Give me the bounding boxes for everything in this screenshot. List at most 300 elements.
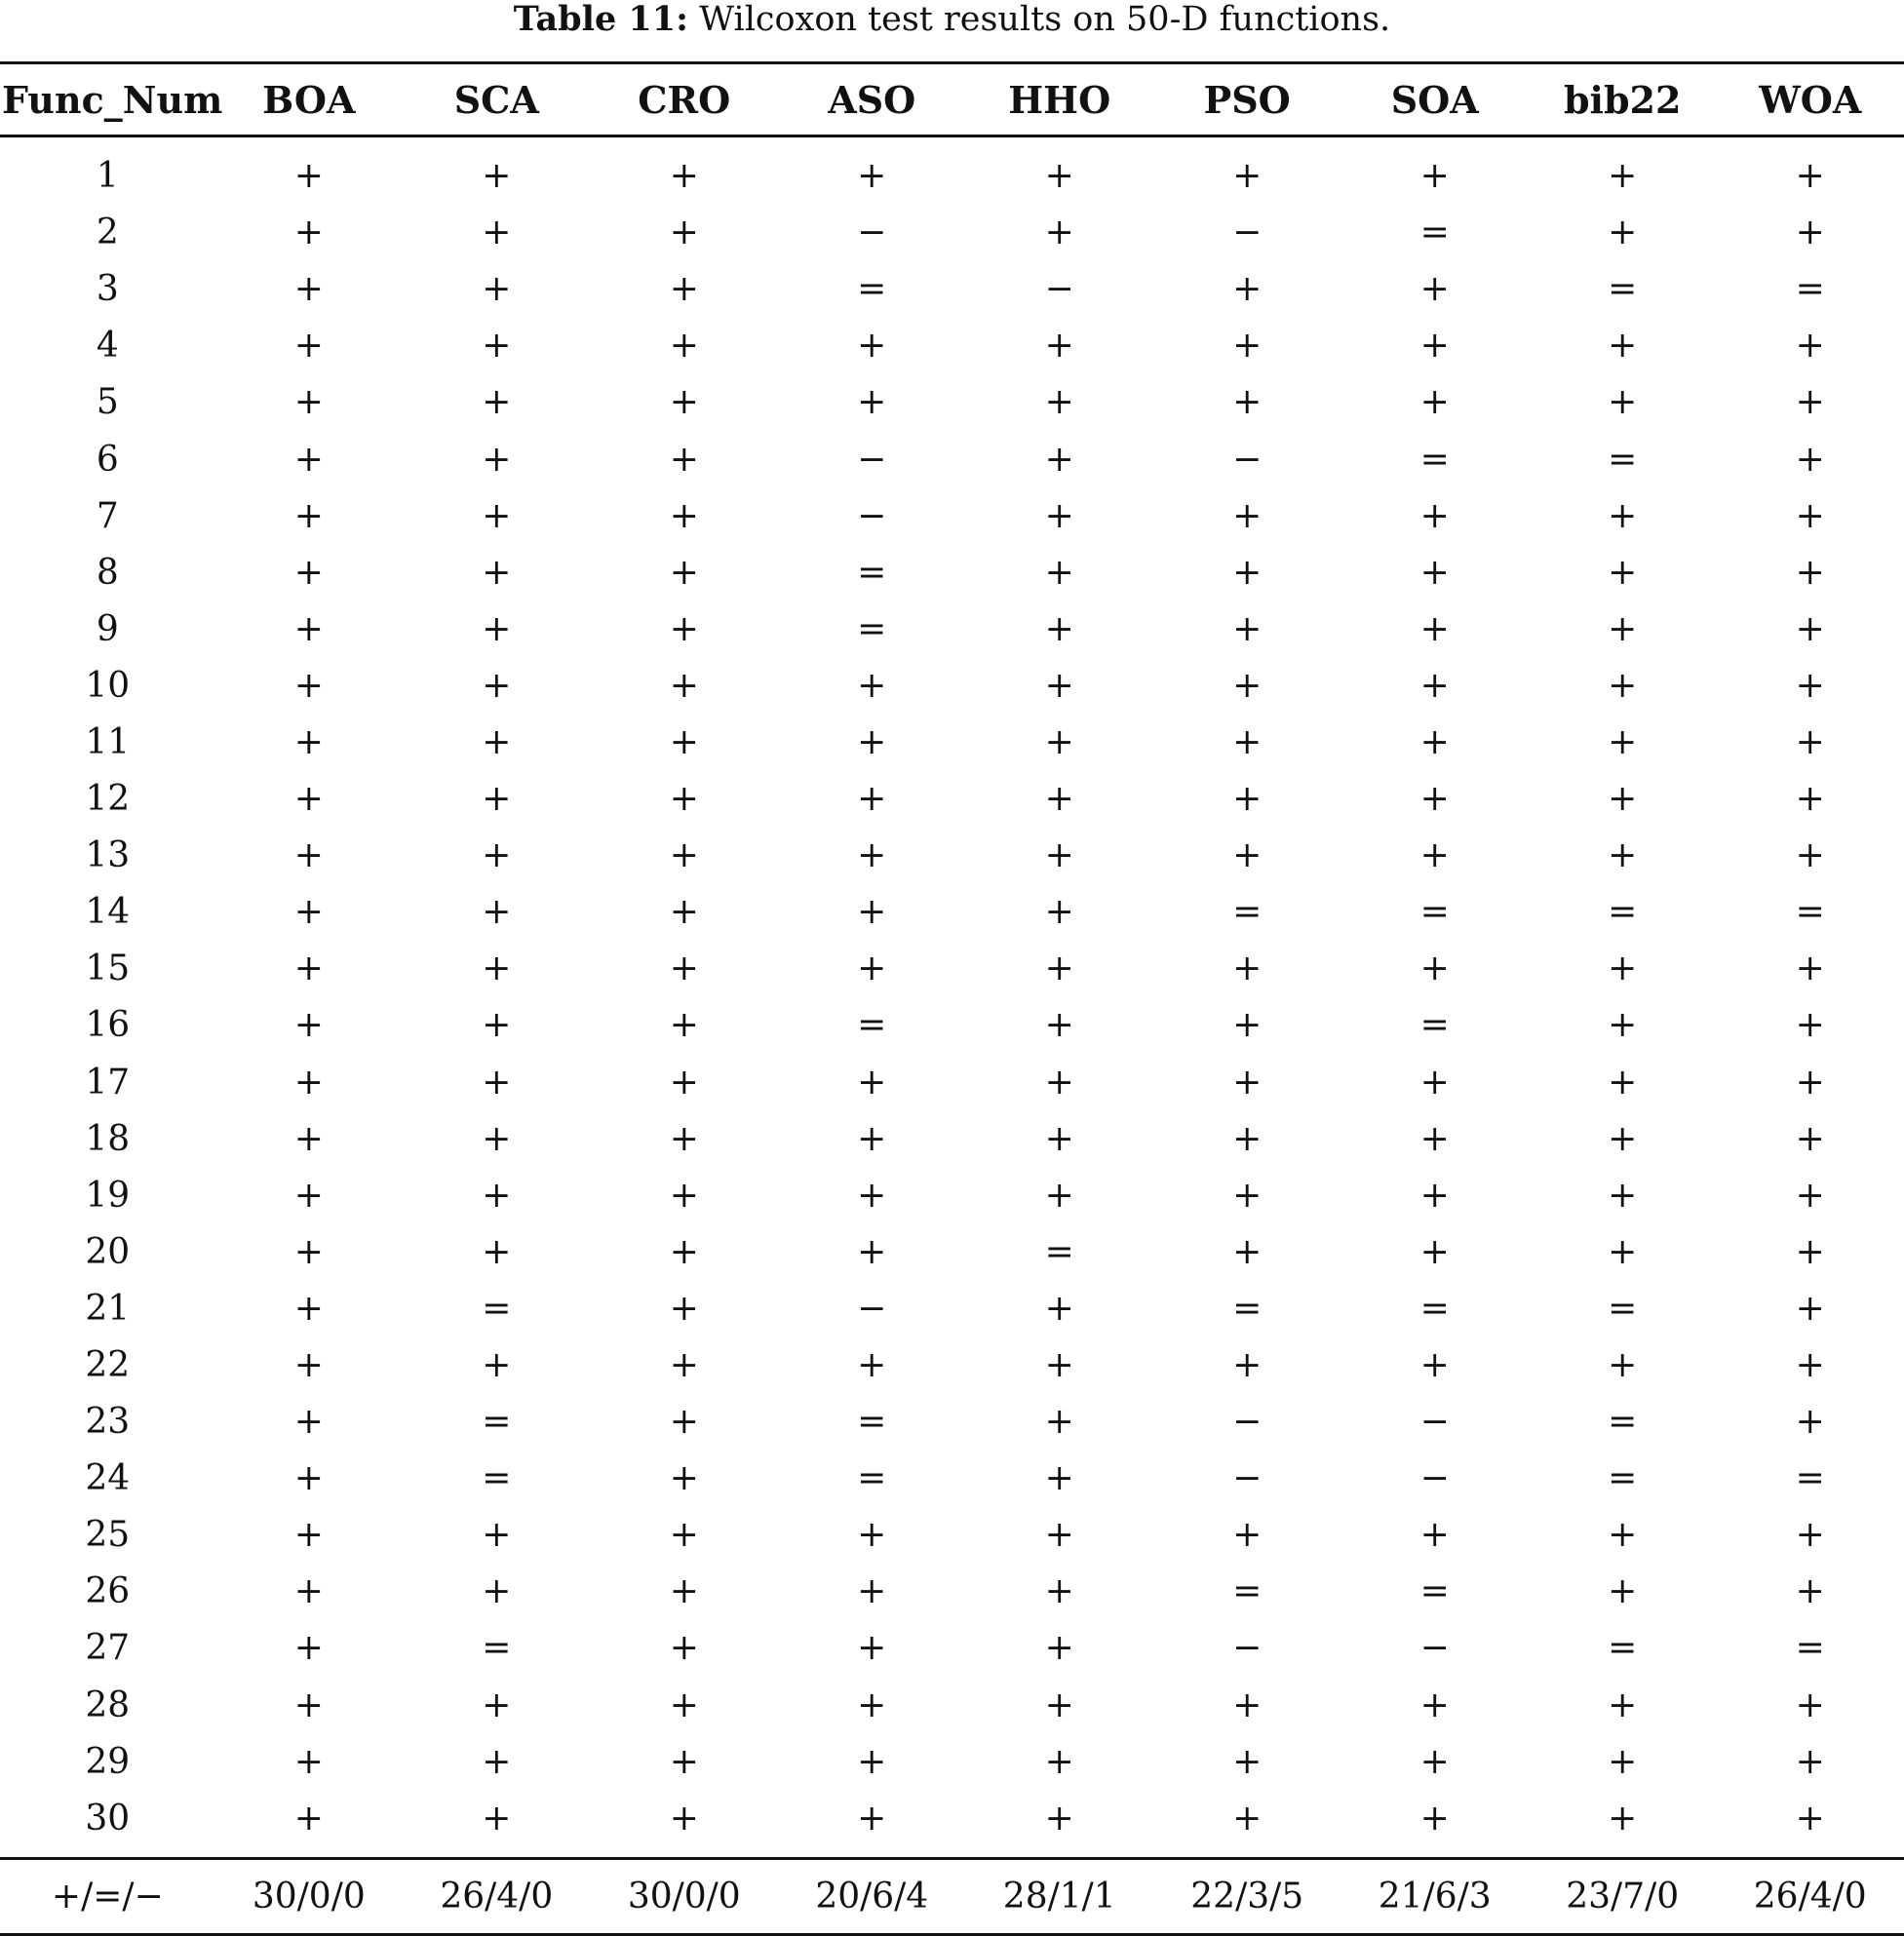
test-result-cell: + [482,326,512,367]
test-result-cell: + [857,1515,887,1556]
test-result-cell: + [1608,552,1638,593]
test-result-cell: + [1795,552,1825,593]
test-result-cell: + [1419,495,1450,536]
table-row [0,1507,1904,1564]
test-result-cell: + [1795,1402,1825,1443]
test-result-cell: − [1232,1628,1263,1669]
test-result-cell: + [1419,1515,1450,1556]
test-result-cell: + [482,949,512,989]
function-number-cell: 3 [96,269,119,310]
test-result-cell: + [1419,721,1450,762]
summary-cell: 20/6/4 [778,1858,965,1934]
test-result-cell: + [1232,1741,1263,1782]
test-result-cell: + [1795,1571,1825,1612]
test-result-cell: − [857,495,887,536]
test-result-cell: − [857,439,887,480]
test-result-cell: + [1795,1684,1825,1725]
test-result-cell: + [857,1628,887,1669]
test-result-cell: + [293,721,324,762]
test-result-cell: = [1608,1402,1638,1443]
test-result-cell: + [1044,721,1074,762]
test-result-cell: + [1419,1798,1450,1839]
column-header: PSO [1153,63,1341,136]
test-result-cell: + [293,665,324,706]
test-result-cell: + [1608,1741,1638,1782]
test-result-cell: + [293,1005,324,1046]
test-result-cell: − [1232,1402,1263,1443]
test-result-cell: + [669,326,699,367]
function-number-cell: 9 [96,608,119,649]
test-result-cell: + [293,1062,324,1103]
test-result-cell: = [1795,1458,1825,1499]
function-number-cell: 18 [85,1118,131,1159]
test-result-cell: + [1044,439,1074,480]
test-result-cell: + [1044,1118,1074,1159]
test-result-cell: + [1419,156,1450,197]
function-number-cell: 5 [96,382,119,423]
test-result-cell: − [857,213,887,253]
table-row [0,205,1904,261]
test-result-cell: + [857,835,887,876]
table-row [0,1167,1904,1223]
test-result-cell: + [1419,1062,1450,1103]
function-number-cell: 2 [96,213,119,253]
test-result-cell: + [669,1402,699,1443]
column-header: WOA [1716,63,1904,136]
test-result-cell: + [669,949,699,989]
function-number-cell: 22 [85,1345,131,1386]
function-number-cell: 25 [85,1515,131,1556]
test-result-cell: + [482,156,512,197]
test-result-cell: − [857,1288,887,1329]
test-result-cell: + [1608,779,1638,820]
test-result-cell: + [1044,892,1074,933]
test-result-cell: + [1044,382,1074,423]
test-result-cell: + [293,269,324,310]
table-row [0,431,1904,487]
test-result-cell: + [669,608,699,649]
test-result-cell: + [482,608,512,649]
test-result-cell: + [1044,1175,1074,1216]
test-result-cell: − [1232,213,1263,253]
test-result-cell: + [669,1231,699,1272]
test-result-cell: + [669,1798,699,1839]
test-result-cell: + [1608,495,1638,536]
test-result-cell: + [293,439,324,480]
function-number-cell: 21 [85,1288,131,1329]
test-result-cell: + [1795,835,1825,876]
table-row [0,1223,1904,1280]
column-header: BOA [215,63,403,136]
test-result-cell: + [1608,1571,1638,1612]
test-result-cell: + [482,552,512,593]
table-caption-label: Table 11: [513,0,689,39]
test-result-cell: + [1608,326,1638,367]
test-result-cell: + [1795,382,1825,423]
test-result-cell: + [1419,1345,1450,1386]
table-row [0,1564,1904,1620]
test-result-cell: + [1608,665,1638,706]
test-result-cell: + [293,608,324,649]
test-result-cell: + [1044,1628,1074,1669]
test-result-cell: + [669,779,699,820]
test-result-cell: + [1608,1118,1638,1159]
row-spacer [0,1846,1904,1858]
test-result-cell: + [857,1684,887,1725]
function-number-cell: 19 [85,1175,131,1216]
test-result-cell: + [293,1288,324,1329]
test-result-cell: + [1044,495,1074,536]
test-result-cell: + [1795,608,1825,649]
test-result-cell: + [482,1231,512,1272]
test-result-cell: + [1608,1175,1638,1216]
summary-cell: 23/7/0 [1529,1858,1716,1934]
test-result-cell: + [482,1798,512,1839]
test-result-cell: − [1232,1458,1263,1499]
test-result-cell: + [1232,269,1263,310]
test-result-cell: + [1044,1402,1074,1443]
table-row [0,997,1904,1054]
test-result-cell: + [1795,779,1825,820]
column-header: bib22 [1529,63,1716,136]
test-result-cell: + [1232,156,1263,197]
test-result-cell: = [482,1402,512,1443]
test-result-cell: − [1419,1402,1450,1443]
test-result-cell: + [1795,495,1825,536]
test-result-cell: + [293,1628,324,1669]
test-result-cell: = [1419,892,1450,933]
test-result-cell: + [1044,665,1074,706]
function-number-cell: 4 [96,326,119,367]
test-result-cell: + [857,1798,887,1839]
test-result-cell: = [1232,1571,1263,1612]
function-number-cell: 20 [85,1231,131,1272]
test-result-cell: = [1419,1571,1450,1612]
test-result-cell: + [482,835,512,876]
test-result-cell: + [669,1741,699,1782]
test-result-cell: + [293,1571,324,1612]
test-result-cell: + [1044,1288,1074,1329]
test-result-cell: + [669,1345,699,1386]
test-result-cell: + [482,1515,512,1556]
test-result-cell: + [1232,1005,1263,1046]
test-result-cell: + [482,1684,512,1725]
test-result-cell: + [482,1571,512,1612]
test-result-cell: + [1232,835,1263,876]
test-result-cell: + [1795,1798,1825,1839]
test-result-cell: + [482,892,512,933]
test-result-cell: + [1419,552,1450,593]
function-number-cell: 15 [85,949,131,989]
table-row [0,1394,1904,1451]
test-result-cell: + [1608,213,1638,253]
test-result-cell: + [1044,1571,1074,1612]
test-result-cell: + [1795,1005,1825,1046]
test-result-cell: + [1608,949,1638,989]
table-caption-text: Wilcoxon test results on 50-D functions. [699,0,1391,39]
test-result-cell: + [1795,949,1825,989]
test-result-cell: + [482,213,512,253]
test-result-cell: + [1608,721,1638,762]
test-result-cell: + [293,1231,324,1272]
test-result-cell: + [482,269,512,310]
test-result-cell: + [1044,949,1074,989]
test-result-cell: = [1232,892,1263,933]
test-result-cell: + [857,1231,887,1272]
test-result-cell: + [857,326,887,367]
test-result-cell: + [482,665,512,706]
test-result-cell: = [1608,1458,1638,1499]
test-result-cell: + [1419,1231,1450,1272]
table-row [0,1677,1904,1733]
test-result-cell: + [293,552,324,593]
test-result-cell: + [1044,326,1074,367]
test-result-cell: + [857,949,887,989]
test-result-cell: + [1795,1288,1825,1329]
function-number-cell: 29 [85,1741,131,1782]
test-result-cell: + [669,892,699,933]
test-result-cell: + [1608,1062,1638,1103]
test-result-cell: + [1608,382,1638,423]
summary-cell: 30/0/0 [591,1858,778,1934]
test-result-cell: + [1795,1231,1825,1272]
table-row [0,600,1904,657]
test-result-cell: + [482,779,512,820]
test-result-cell: + [1419,269,1450,310]
test-result-cell: + [1232,1062,1263,1103]
test-result-cell: + [669,1571,699,1612]
test-result-cell: + [1044,1062,1074,1103]
test-result-cell: + [1232,949,1263,989]
test-result-cell: + [669,835,699,876]
test-result-cell: + [1044,1741,1074,1782]
test-result-cell: + [293,326,324,367]
test-result-cell: + [857,1062,887,1103]
test-result-cell: + [1608,1005,1638,1046]
test-result-cell: + [669,1288,699,1329]
wilcoxon-results-table [0,61,1904,1936]
table-row [0,374,1904,431]
column-header: SCA [403,63,590,136]
test-result-cell: = [1608,439,1638,480]
test-result-cell: + [293,779,324,820]
test-result-cell: + [482,1118,512,1159]
table-header [0,63,1904,136]
test-result-cell: + [293,1345,324,1386]
test-result-cell: + [1608,1231,1638,1272]
test-result-cell: + [1044,608,1074,649]
test-result-cell: + [1232,608,1263,649]
table-row [0,148,1904,205]
test-result-cell: + [482,1345,512,1386]
table-row [0,544,1904,600]
test-result-cell: + [669,552,699,593]
table-row [0,1790,1904,1846]
column-header: ASO [778,63,965,136]
test-result-cell: + [1795,1175,1825,1216]
test-result-cell: + [1232,326,1263,367]
test-result-cell: − [1044,269,1074,310]
test-result-cell: = [1608,269,1638,310]
function-number-cell: 11 [85,721,131,762]
table-caption [0,0,1904,43]
test-result-cell: = [1608,1628,1638,1669]
test-result-cell: + [669,721,699,762]
table-row [0,1054,1904,1110]
table-row [0,1280,1904,1336]
test-result-cell: + [857,892,887,933]
test-result-cell: + [857,1118,887,1159]
test-result-cell: + [293,1798,324,1839]
test-result-cell: − [1419,1628,1450,1669]
function-number-cell: 17 [85,1062,131,1103]
test-result-cell: + [1232,1515,1263,1556]
table-row [0,657,1904,714]
test-result-cell: = [1419,213,1450,253]
column-header: HHO [966,63,1153,136]
test-result-cell: + [1795,439,1825,480]
test-result-cell: + [293,1118,324,1159]
summary-cell: 21/6/3 [1341,1858,1528,1934]
test-result-cell: + [669,1458,699,1499]
test-result-cell: + [669,1005,699,1046]
test-result-cell: = [857,1402,887,1443]
test-result-cell: = [1795,269,1825,310]
test-result-cell: + [1419,608,1450,649]
test-result-cell: + [1795,1118,1825,1159]
test-result-cell: − [1232,439,1263,480]
test-result-cell: + [669,665,699,706]
summary-cell: 26/4/0 [403,1858,590,1934]
test-result-cell: + [1044,213,1074,253]
test-result-cell: + [1044,1458,1074,1499]
test-result-cell: + [482,1175,512,1216]
test-result-cell: = [1608,892,1638,933]
column-header: SOA [1341,63,1528,136]
test-result-cell: + [1419,949,1450,989]
function-number-cell: 8 [96,552,119,593]
test-result-cell: + [1795,213,1825,253]
table-row [0,714,1904,770]
test-result-cell: + [1608,1515,1638,1556]
table-footer [0,1858,1904,1934]
test-result-cell: + [293,835,324,876]
table-row [0,318,1904,374]
test-result-cell: + [1795,156,1825,197]
row-spacer [0,136,1904,148]
test-result-cell: + [669,1684,699,1725]
test-result-cell: + [1232,1798,1263,1839]
test-result-cell: + [1419,1684,1450,1725]
test-result-cell: + [669,1175,699,1216]
test-result-cell: + [1232,721,1263,762]
test-result-cell: + [1608,1684,1638,1725]
test-result-cell: + [482,439,512,480]
summary-row [0,1858,1904,1934]
test-result-cell: = [482,1628,512,1669]
test-result-cell: + [482,1005,512,1046]
function-number-cell: 12 [85,779,131,820]
function-number-cell: 16 [85,1005,131,1046]
test-result-cell: + [1419,779,1450,820]
test-result-cell: + [1232,552,1263,593]
test-result-cell: + [1419,1118,1450,1159]
test-result-cell: + [293,495,324,536]
table-row [0,487,1904,544]
test-result-cell: + [1232,779,1263,820]
test-result-cell: + [1232,665,1263,706]
test-result-cell: + [669,1118,699,1159]
test-result-cell: + [1419,382,1450,423]
test-result-cell: + [293,1402,324,1443]
summary-label-cell: +/=/− [0,1858,215,1934]
test-result-cell: = [1044,1231,1074,1272]
test-result-cell: + [857,1741,887,1782]
summary-cell: 28/1/1 [966,1858,1153,1934]
test-result-cell: + [1232,1345,1263,1386]
column-header: Func_Num [0,63,215,136]
test-result-cell: + [1419,665,1450,706]
test-result-cell: = [1232,1288,1263,1329]
test-result-cell: + [1795,1741,1825,1782]
test-result-cell: + [857,721,887,762]
test-result-cell: + [857,779,887,820]
test-result-cell: + [669,495,699,536]
test-result-cell: + [669,439,699,480]
test-result-cell: + [1044,1515,1074,1556]
test-result-cell: = [1419,1005,1450,1046]
test-result-cell: + [1232,1231,1263,1272]
test-result-cell: + [1044,835,1074,876]
test-result-cell: + [857,1571,887,1612]
test-result-cell: + [1795,1062,1825,1103]
test-result-cell: + [293,1175,324,1216]
table-body [0,136,1904,1859]
table-row [0,1733,1904,1790]
test-result-cell: = [857,1005,887,1046]
test-result-cell: + [669,1515,699,1556]
test-result-cell: + [669,156,699,197]
test-result-cell: + [293,892,324,933]
table-row [0,828,1904,884]
function-number-cell: 30 [85,1798,131,1839]
test-result-cell: + [1232,495,1263,536]
test-result-cell: = [857,1458,887,1499]
test-result-cell: + [482,721,512,762]
function-number-cell: 1 [96,156,119,197]
test-result-cell: = [857,552,887,593]
test-result-cell: + [1044,1005,1074,1046]
table-row [0,1110,1904,1167]
function-number-cell: 26 [85,1571,131,1612]
function-number-cell: 13 [85,835,131,876]
function-number-cell: 27 [85,1628,131,1669]
test-result-cell: + [857,1175,887,1216]
test-result-cell: = [1608,1288,1638,1329]
function-number-cell: 28 [85,1684,131,1725]
test-result-cell: = [482,1288,512,1329]
summary-cell: 30/0/0 [215,1858,403,1934]
test-result-cell: + [857,1345,887,1386]
function-number-cell: 14 [85,892,131,933]
test-result-cell: + [293,213,324,253]
test-result-cell: = [482,1458,512,1499]
test-result-cell: + [669,269,699,310]
test-result-cell: + [1232,1175,1263,1216]
table-row [0,1620,1904,1677]
test-result-cell: + [293,1458,324,1499]
test-result-cell: + [1044,1684,1074,1725]
